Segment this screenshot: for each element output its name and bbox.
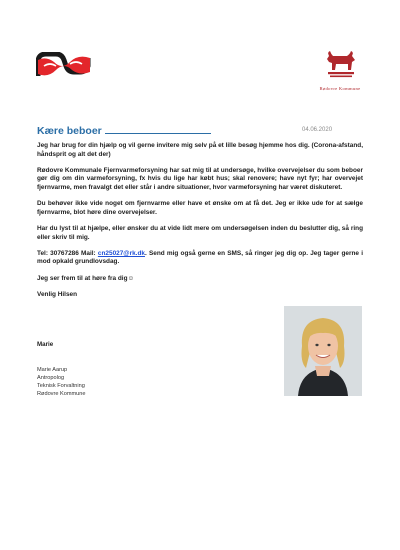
paragraph-3: Du behøver ikke vide noget om fjernvarme eller have et ønske om at få det. Jeg er ikke ude for at sælge fjernvarme, blot høre dine overvejelser. [37, 200, 363, 216]
signature-full-name: Marie Aarup [37, 367, 68, 373]
signature-department: Teknisk Forvaltning [37, 383, 85, 389]
bull-crest-svg [324, 50, 358, 80]
paragraph-1: Jeg har brug for din hjælp og vil gerne invitere mig selv på et lille besøg hjemme hos dig. (Corona-afstand, håndsprit og alt det der) [37, 142, 363, 158]
name-blank-line [105, 124, 211, 134]
municipality-name: Rødovre Kommune [319, 86, 361, 91]
signature-title: Antropolog [37, 375, 65, 381]
letter-date: 04.06.2020 [302, 127, 333, 133]
paragraph-2: Rødovre Kommunale Fjernvarmeforsyning har sat mig til at undersøge, hvilke overvejelser du som beboer gør dig om din varmeforsyning, fx hvis du lige har købt hus; skal renovere; have nyt fyr; har overvejet fjernvarme, men fravalgt det eller står i andre situationer, hvor varmeforsyning har været diskuteret. [37, 166, 363, 191]
portrait-svg [284, 306, 362, 396]
portrait-photo [284, 306, 362, 396]
closing-text: Venlig Hilsen [37, 290, 78, 298]
signature-block [37, 366, 86, 398]
greeting-heading [37, 124, 211, 137]
kn-logo-icon [36, 52, 92, 78]
letter-body [37, 142, 363, 307]
contact-phone-text: Tel: 30767286 Mail: [37, 249, 98, 257]
email-link[interactable]: cn25027@rk.dk [97, 249, 145, 257]
greeting-text: Kære beboer [37, 125, 102, 137]
paragraph-6: Jeg ser frem til at høre fra dig☺ [37, 274, 135, 282]
paragraph-5 [37, 250, 363, 267]
paragraph-4: Har du lyst til at hjælpe, eller ønsker du at vide lidt mere om undersøgelsen inden du beslutter dig, så ring eller skriv til mig. [37, 224, 363, 241]
kn-logo-svg [36, 52, 92, 78]
signature-organization: Rødovre Kommune [37, 391, 86, 397]
contact-suffix-text: . Send mig også gerne en SMS, så ringer jeg dig op. Jeg tager gerne i mod opkald grundlovsdag. [37, 249, 363, 266]
signature-first-name: Marie [37, 341, 54, 348]
